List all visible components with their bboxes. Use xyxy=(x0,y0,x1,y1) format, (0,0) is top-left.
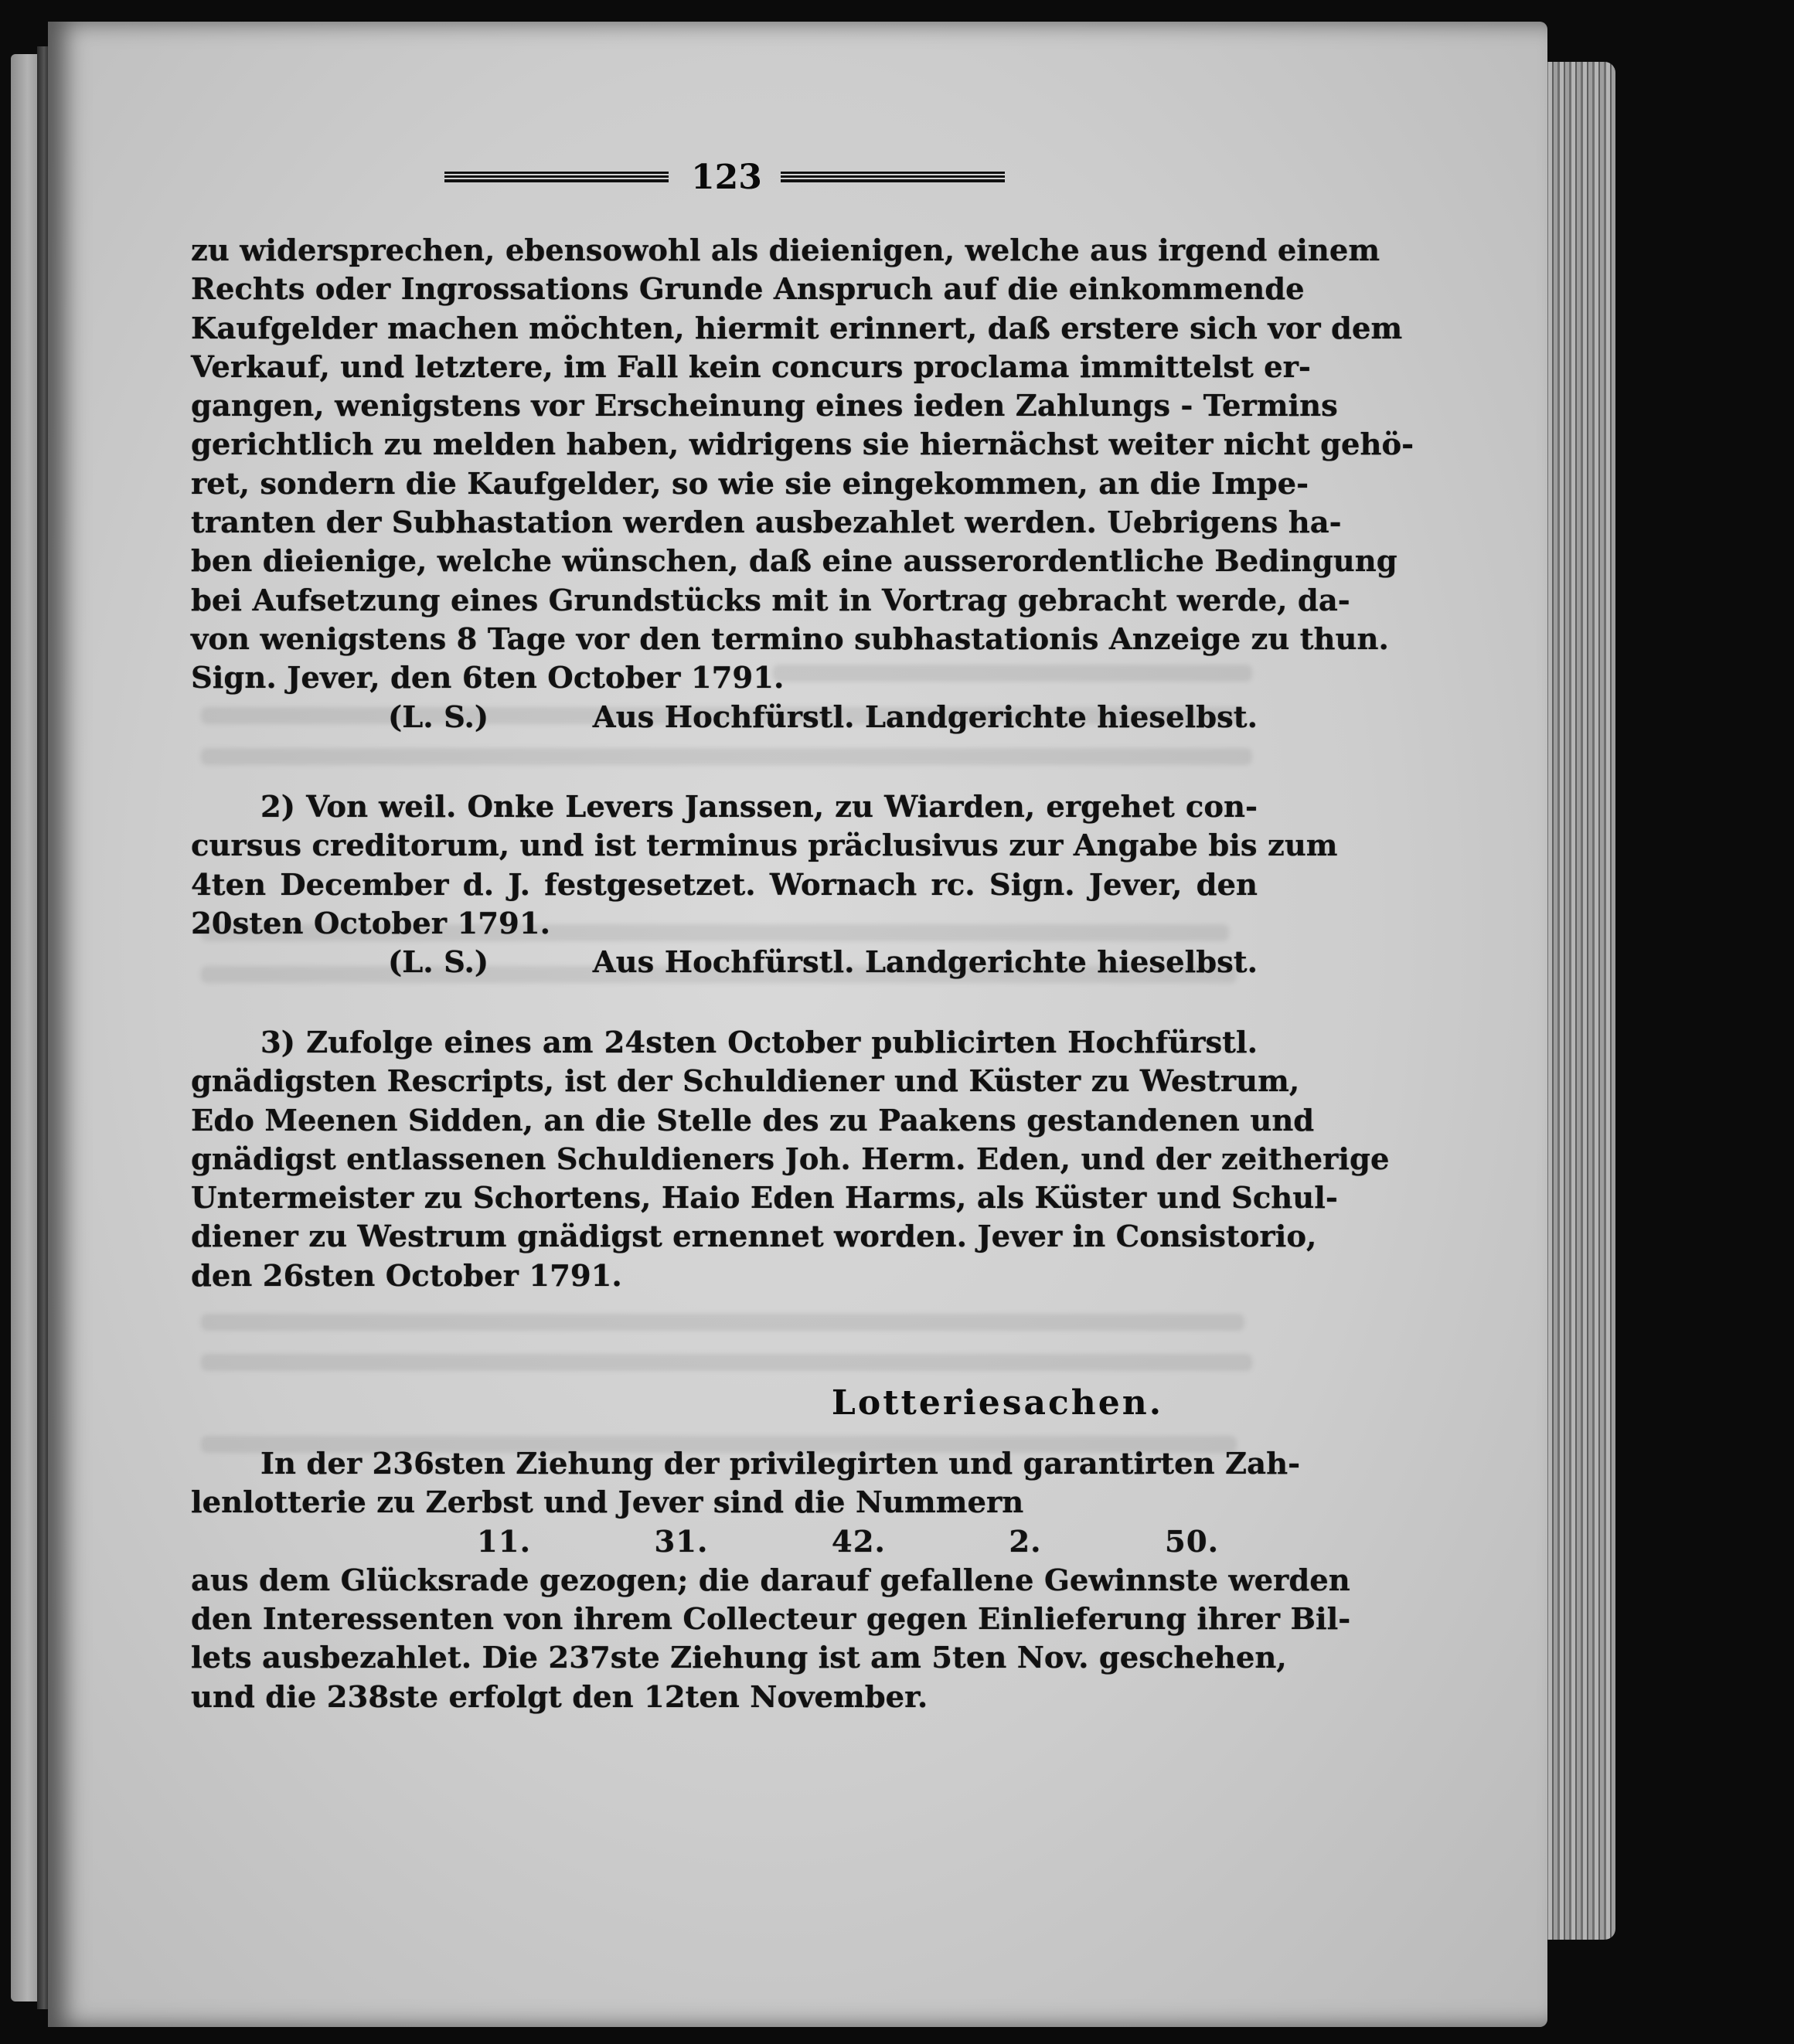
text-line: Verkauf, und letztere, im Fall kein concurs proclama immittelst er- xyxy=(191,349,1311,385)
text-line: lenlotterie zu Zerbst und Jever sind die Nummern xyxy=(191,1485,1024,1521)
text-line: Edo Meenen Sidden, an die Stelle des zu Paakens gestandenen und xyxy=(191,1103,1315,1138)
header-rule-right xyxy=(781,172,1005,182)
text-line: 2) Von weil. Onke Levers Janssen, zu Wiarden, ergehet con- xyxy=(260,790,1258,825)
text-line: Kaufgelder machen möchten, hiermit erinnert, daß erstere sich vor dem xyxy=(191,311,1403,346)
seal-mark: (L. S.) xyxy=(388,945,489,981)
text-line: cursus creditorum, und ist terminus präclusivus zur Angabe bis zum xyxy=(191,828,1338,864)
text-line: 20sten October 1791. xyxy=(191,906,551,941)
text-line: 3) Zufolge eines am 24sten October publicirten Hochfürstl. xyxy=(260,1025,1258,1060)
text-line: und die 238ste erfolgt den 12ten November. xyxy=(191,1679,928,1715)
text-line: zu widersprechen, ebensowohl als dieienigen, welche aus irgend einem xyxy=(191,233,1380,268)
text-line: tranten der Subhastation werden ausbezahlet werden. Uebrigens ha- xyxy=(191,505,1342,541)
text-line: Untermeister zu Schortens, Haio Eden Harms, als Küster und Schul- xyxy=(191,1181,1338,1216)
text-line: den Interessenten von ihrem Collecteur gegen Einlieferung ihrer Bil- xyxy=(191,1602,1351,1638)
signature-line xyxy=(191,699,1258,737)
text-line: In der 236sten Ziehung der privilegirten und garantirten Zah- xyxy=(260,1447,1301,1481)
drawn-number: 31. xyxy=(654,1524,709,1559)
text-line: von wenigstens 8 Tage vor den termino subhastationis Anzeige zu thun. xyxy=(191,621,1389,657)
text-line: lets ausbezahlet. Die 237ste Ziehung ist am 5ten Nov. geschehen, xyxy=(191,1641,1287,1676)
court-signature: Aus Hochfürstl. Landgerichte hieselbst. xyxy=(592,945,1258,981)
text-line: ret, sondern die Kaufgelder, so wie sie eingekommen, an die Impe- xyxy=(191,466,1309,502)
text-line: gnädigsten Rescripts, ist der Schuldiener und Küster zu Westrum, xyxy=(191,1064,1300,1100)
text-line: gangen, wenigstens vor Erscheinung eines ieden Zahlungs - Termins xyxy=(191,389,1338,424)
text-line: Sign. Jever, den 6ten October 1791. xyxy=(191,661,785,696)
page-number: 123 xyxy=(691,158,762,197)
text-line: 4ten December d. J. festgesetzet. Wornach rc. Sign. Jever, den xyxy=(191,867,1258,903)
text-line: diener zu Westrum gnädigst ernennet worden. Jever in Consistorio, xyxy=(191,1219,1317,1255)
drawn-number: 2. xyxy=(1009,1524,1042,1559)
text-line: gnädigst entlassenen Schuldieners Joh. Herm. Eden, und der zeitherige xyxy=(191,1141,1390,1177)
drawn-number: 11. xyxy=(477,1524,531,1559)
page-header xyxy=(444,155,1005,201)
signature-line xyxy=(191,944,1258,982)
notice-lottery xyxy=(191,1445,1351,1717)
text-line: gerichtlich zu melden haben, widrigens sie hiernächst weiter nicht gehö- xyxy=(191,427,1414,463)
court-signature: Aus Hochfürstl. Landgerichte hieselbst. xyxy=(592,699,1258,735)
notice-concursus xyxy=(191,788,1338,982)
text-line: aus dem Glücksrade gezogen; die darauf gefallene Gewinnste werden xyxy=(191,1563,1350,1598)
text-line: bei Aufsetzung eines Grundstücks mit in Vortrag gebracht werde, da- xyxy=(191,583,1350,618)
seal-mark: (L. S.) xyxy=(388,699,489,735)
notice-appointment xyxy=(191,1024,1390,1296)
text-line: den 26sten October 1791. xyxy=(191,1258,622,1294)
text-line: Rechts oder Ingrossations Grunde Anspruch auf die einkommende xyxy=(191,272,1305,308)
section-heading xyxy=(0,1383,1794,1423)
header-rule-left xyxy=(444,172,669,182)
drawn-number: 42. xyxy=(831,1524,886,1559)
notice-subhastation xyxy=(191,232,1414,737)
section-heading-text: Lotteriesachen. xyxy=(831,1383,1164,1423)
drawn-number: 50. xyxy=(1165,1524,1220,1559)
drawn-numbers xyxy=(191,1523,1258,1562)
text-line: ben dieienige, welche wünschen, daß eine ausserordentliche Bedingung xyxy=(191,544,1397,580)
